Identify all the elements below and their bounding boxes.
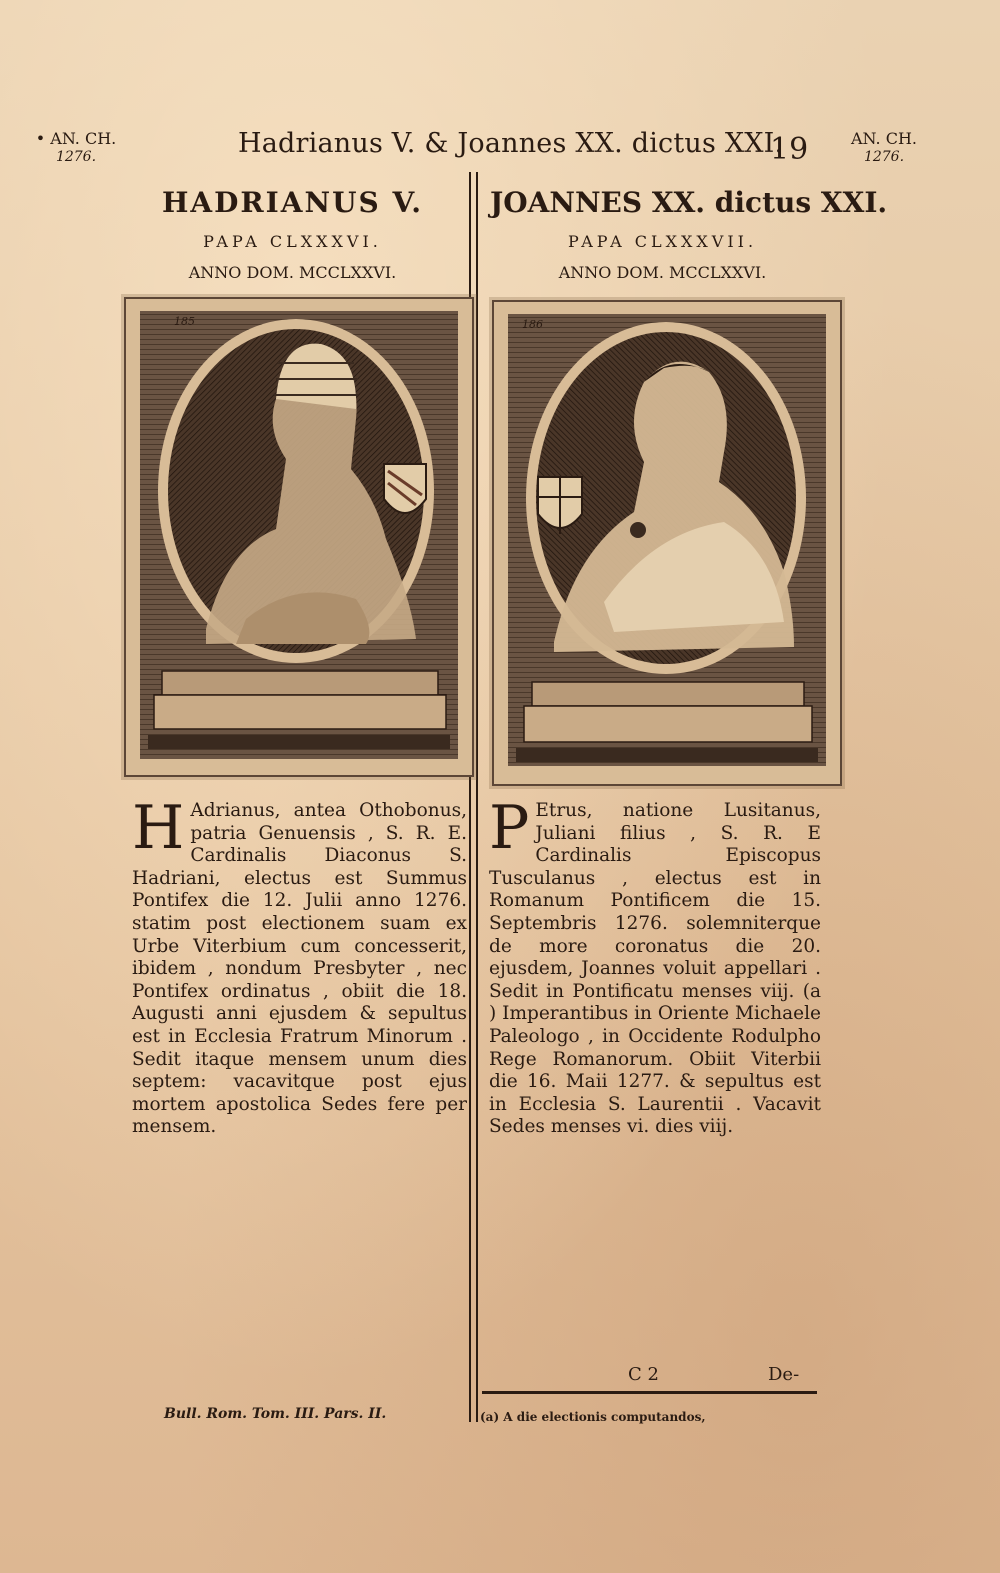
right-margin-year: 1276.	[863, 149, 905, 165]
citation-note: Bull. Rom. Tom. III. Pars. II.	[164, 1406, 387, 1422]
right-paragraph-block	[489, 793, 821, 1139]
catchword: De-	[768, 1364, 800, 1385]
left-margin-label: • AN. CH.	[35, 129, 117, 148]
left-paragraph-block	[132, 793, 467, 1139]
footnote-rule	[482, 1391, 817, 1394]
left-portrait-engraving	[124, 297, 474, 777]
right-margin-label: AN. CH.	[851, 129, 917, 148]
page-number: 19	[770, 132, 809, 167]
left-anno: ANNO DOM. MCCLXXVI.	[188, 263, 397, 282]
footnote-text: (a) A die electionis computandos,	[480, 1410, 706, 1424]
left-title: HADRIANUS V.	[161, 186, 424, 219]
column-divider-secondary	[476, 172, 478, 1422]
left-papa: PAPA CLXXXVI.	[203, 232, 382, 251]
right-title: JOANNES XX. dictus XXI.	[490, 186, 888, 219]
running-title: Hadrianus V. & Joannes XX. dictus XXI.	[238, 128, 784, 159]
right-paragraph: Etrus, natione Lusitanus, Juliani filius , S. R. E Cardinalis Episcopus Tusculanus , electus est in Romanum Pontificem die 15. Septembris 1276. solemniterque de more coronatus die 20. ejusdem, Joannes voluit appellari . Sedit in Pontificatu menses viij. (a ) Imperantibus in Oriente Michaele Paleologo , in Occidente Rodulpho Rege Romanorum. Obiit Viterbii die 16. Maii 1277. & sepultus est in Ecclesia S. Laurentii . Vacavit Sedes menses vi. dies viij.	[489, 800, 821, 1138]
right-plate-number: 186	[522, 318, 543, 331]
left-paragraph: Adrianus, antea Othobonus, patria Genuensis , S. R. E. Cardinalis Diaconus S. Hadriani, electus est Summus Pontifex die 12. Julii anno 1276. statim post electionem suam ex Urbe Viterbium cum concesserit, ibidem , nondum Presbyter , nec Pontifex ordinatus , obiit die 18. Augusti anni ejusdem & sepultus est in Ecclesia Fratrum Minorum . Sedit itaque mensem unum dies septem: vacavitque post ejus mortem apostolica Sedes fere per mensem.	[132, 800, 467, 1138]
left-plate-number: 185	[174, 315, 195, 328]
right-margin-note	[838, 130, 930, 166]
right-dropcap: P	[489, 793, 530, 863]
right-portrait-engraving	[492, 300, 842, 786]
left-margin-year: 1276.	[55, 149, 97, 165]
right-papa: PAPA CLXXXVII.	[567, 232, 758, 251]
signature-mark: C 2	[628, 1364, 659, 1385]
left-margin-note	[30, 130, 122, 166]
right-anno: ANNO DOM. MCCLXXVI.	[558, 263, 767, 282]
left-dropcap: H	[132, 793, 185, 863]
